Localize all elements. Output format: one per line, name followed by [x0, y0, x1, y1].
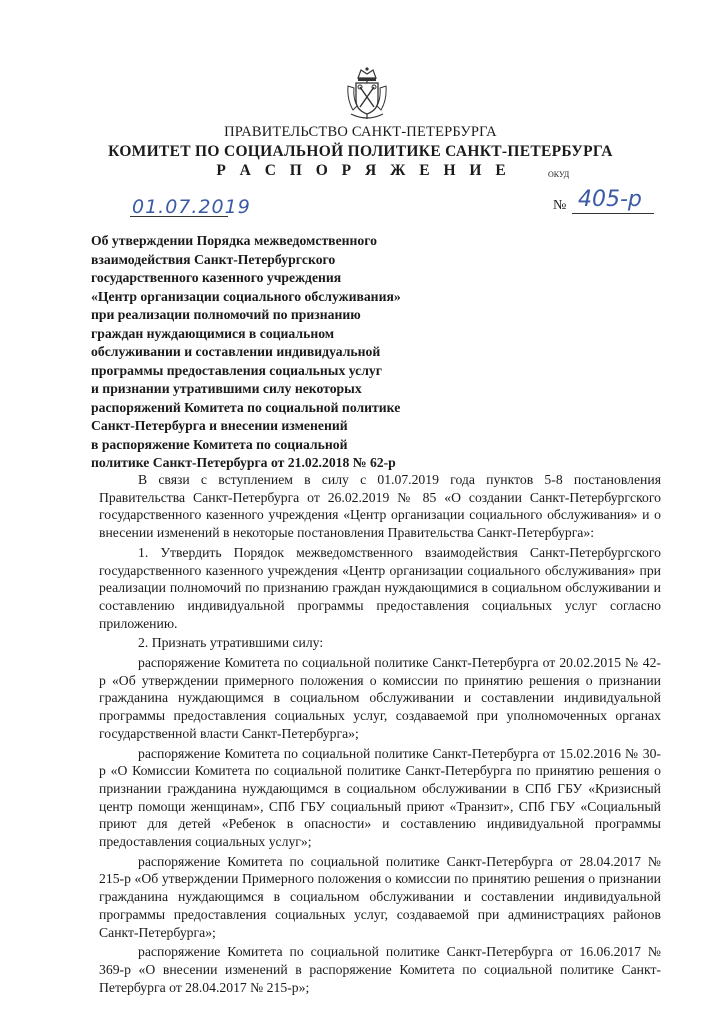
subject-line: взаимодействия Санкт-Петербургского [91, 251, 336, 267]
date-underline [130, 216, 228, 217]
okud-label: ОКУД [548, 170, 570, 179]
government-name: ПРАВИТЕЛЬСТВО САНКТ-ПЕТЕРБУРГА [224, 124, 497, 140]
repealed-order-2: распоряжение Комитета по социальной политике Санкт-Петербурга от 15.02.2016 № 30-р «О Комиссии Комитета по социальной политике Санкт-Петербурга по принятию решения о признании гражданина нуждающимся в социальном обслуживании в СПб ГБУ «Кризисный центр помощи женщинам», СПб ГБУ социальный приют «Транзит», СПб ГБУ «Социальный приют для детей «Ребенок в опасности» и составлению индивидуальной программы предоставления социальных услуг»; [99, 745, 661, 850]
committee-name: КОМИТЕТ ПО СОЦИАЛЬНОЙ ПОЛИТИКЕ САНКТ-ПЕТЕРБУРГА [108, 143, 613, 160]
subject-line: государственного казенного учреждения [91, 270, 342, 285]
subject-line: и признании утратившими силу некоторых [91, 381, 362, 396]
item-2-paragraph: 2. Признать утратившими силу: [138, 635, 324, 651]
subject-line: программы предоставления социальных услуг [91, 362, 382, 378]
coat-of-arms-emblem [345, 66, 389, 122]
subject-line: распоряжений Комитета по социальной политике [91, 399, 401, 415]
subject-line: обслуживании и составлении индивидуальной [91, 344, 381, 359]
subject-line: Санкт-Петербурга и внесении изменений [91, 418, 348, 433]
preamble-paragraph: В связи с вступлением в силу с 01.07.2019 года пунктов 5-8 постановления Правительства Санкт-Петербурга от 26.02.2019 № 85 «О создании Санкт-Петербургского государственного казенного учреждения «Центр организации социального обслуживания» и о внесении изменений в некоторые постановления Правительства Санкт-Петербурга»: [99, 472, 661, 541]
repealed-order-4: распоряжение Комитета по социальной политике Санкт-Петербурга от 16.06.2017 № 369-р «О внесении изменений в распоряжение Комитета по социальной политике Санкт-Петербурга от 28.04.2017 № 215-р»; [99, 944, 661, 995]
subject-line: Об утверждении Порядка межведомственного [91, 233, 377, 248]
document-number: 405-р [578, 187, 642, 212]
number-underline [572, 213, 654, 214]
subject-line: граждан нуждающимися в социальном [91, 325, 335, 341]
document-body [99, 471, 661, 998]
repealed-order-1: распоряжение Комитета по социальной политике Санкт-Петербурга от 20.02.2015 № 42-р «Об утверждении примерного положения о комиссии по принятию решения о признании гражданина нуждающимся в социальном обслуживании и составлении индивидуальной программы предоставления социальных услуг, создаваемой при уполномоченных органах государственной власти Санкт-Петербурга»; [99, 655, 661, 741]
subject-line: при реализации полномочий по признанию [91, 307, 361, 322]
subject-line: политике Санкт-Петербурга от 21.02.2018 № 62-р [91, 455, 396, 470]
number-label: № [553, 198, 567, 213]
item-1-paragraph: 1. Утвердить Порядок межведомственного взаимодействия Санкт-Петербургского государственного казенного учреждения «Центр организации социального обслуживания» при реализации полномочий по признанию граждан нуждающимися в социальном обслуживании и составлению индивидуальной программы предоставления социальных услуг согласно приложению. [99, 544, 661, 631]
document-type-title: Р А С П О Р Я Ж Е Н И Е [216, 162, 511, 179]
subject-line: в распоряжение Комитета по социальной [91, 436, 348, 452]
document-date: 01.07.2019 [132, 196, 251, 218]
subject-line: «Центр организации социального обслуживания» [91, 288, 401, 304]
document-subject [91, 232, 451, 473]
repealed-order-3: распоряжение Комитета по социальной политике Санкт-Петербурга от 28.04.2017 № 215-р «Об утверждении Примерного положения о комиссии по принятию решения о признании гражданина нуждающимся в социальном обслуживании и составлении индивидуальной программы предоставления социальных услуг, создаваемой при администрациях районов Санкт-Петербурга»; [99, 853, 661, 940]
